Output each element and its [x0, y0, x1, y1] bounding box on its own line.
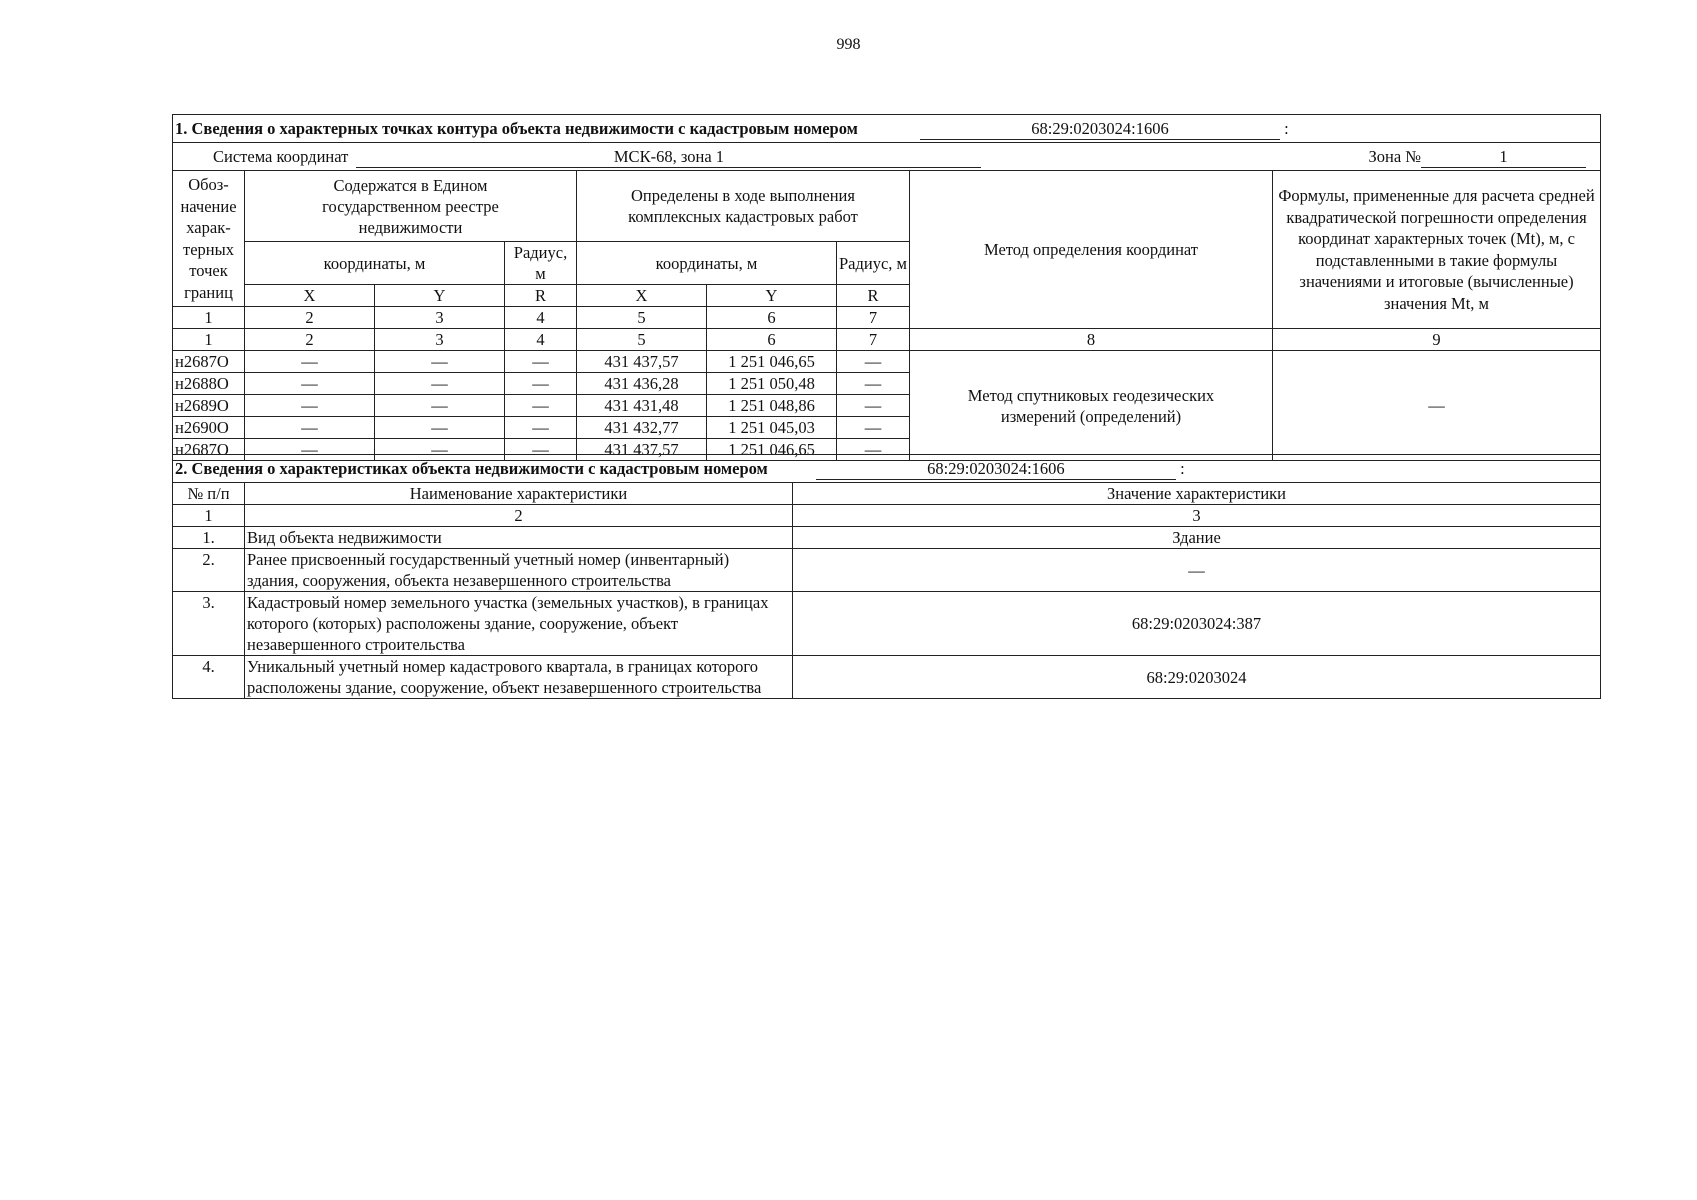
col-number: 4 [505, 307, 577, 329]
egrn-r: — [505, 373, 577, 395]
egrn-r: — [505, 351, 577, 373]
characteristic-name: Ранее присвоенный государственный учетный номер (инвентарный) здания, сооружения, объекта незавершенного строительства [245, 549, 793, 592]
zone-label: Зона № [1368, 146, 1422, 166]
kkr-r: — [837, 351, 910, 373]
col-number: 1 [173, 329, 245, 351]
col-number: 7 [837, 329, 910, 351]
egrn-y: — [375, 395, 505, 417]
kkr-r: — [837, 439, 910, 461]
egrn-x: — [245, 439, 375, 461]
zone-value: 1 [1421, 147, 1586, 168]
egrn-r: — [505, 417, 577, 439]
section2-title-row [173, 455, 1601, 483]
row-num: 2. [173, 549, 245, 592]
characteristic-name: Уникальный учетный номер кадастрового квартала, в границах которого расположены здание, сооружение, объект незавершенного строительства [245, 656, 793, 699]
header-coords-egrn: координаты, м [245, 242, 505, 285]
page-number: 998 [836, 36, 861, 53]
kkr-x: 431 437,57 [577, 439, 707, 461]
col-number: 3 [793, 505, 1601, 527]
header-x-egrn: X [245, 285, 375, 307]
col-number: 5 [577, 329, 707, 351]
section1-colon: : [1284, 118, 1289, 138]
section2-title: 2. Сведения о характеристиках объекта недвижимости с кадастровым номером [175, 458, 768, 478]
row-num: 4. [173, 656, 245, 699]
col-number: 1 [173, 505, 245, 527]
egrn-y: — [375, 417, 505, 439]
col-number: 2 [245, 329, 375, 351]
characteristic-value: 68:29:0203024 [793, 656, 1601, 699]
header-egrn: Содержатся в Едином государственном реестре недвижимости [245, 171, 577, 242]
characteristic-value: — [793, 549, 1601, 592]
col-number: 9 [1273, 329, 1601, 351]
table-row [173, 527, 1601, 549]
kkr-x: 431 436,28 [577, 373, 707, 395]
egrn-x: — [245, 373, 375, 395]
header-num: № п/п [173, 483, 245, 505]
egrn-x: — [245, 417, 375, 439]
header-y-egrn: Y [375, 285, 505, 307]
characteristic-name: Вид объекта недвижимости [245, 527, 793, 549]
table-row [173, 351, 1601, 373]
formulas-value: — [1273, 351, 1601, 461]
kkr-x: 431 432,77 [577, 417, 707, 439]
characteristic-name: Кадастровый номер земельного участка (земельных участков), в границах которого (которых) расположены здание, сооружение, объект незавершенного строительства [245, 592, 793, 656]
row-num: 1. [173, 527, 245, 549]
col-number: 2 [245, 505, 793, 527]
col-number: 6 [707, 329, 837, 351]
header-name: Наименование характеристики [245, 483, 793, 505]
egrn-r: — [505, 395, 577, 417]
table-row [173, 549, 1601, 592]
coord-system-value: МСК-68, зона 1 [356, 147, 981, 168]
egrn-x: — [245, 351, 375, 373]
col-number: 1 [173, 307, 245, 329]
kkr-r: — [837, 373, 910, 395]
header-coords-kkr: координаты, м [577, 242, 837, 285]
kkr-y: 1 251 048,86 [707, 395, 837, 417]
col-number: 2 [245, 307, 375, 329]
section2-cadastral-number: 68:29:0203024:1606 [816, 459, 1176, 480]
section2-table [172, 454, 1601, 699]
header-kkr: Определены в ходе выполнения комплексных кадастровых работ [577, 171, 910, 242]
kkr-y: 1 251 045,03 [707, 417, 837, 439]
col-number: 7 [837, 307, 910, 329]
kkr-x: 431 431,48 [577, 395, 707, 417]
section1-table [172, 114, 1601, 461]
coord-system-row [173, 143, 1601, 171]
header-designation: Обоз- начение харак- терных точек границ [173, 171, 245, 307]
table-row [173, 592, 1601, 656]
col-number: 3 [375, 329, 505, 351]
point-designation: н2688О [173, 373, 245, 395]
method-value: Метод спутниковых геодезических измерений (определений) [910, 351, 1273, 461]
table-row [173, 656, 1601, 699]
kkr-r: — [837, 417, 910, 439]
kkr-y: 1 251 046,65 [707, 351, 837, 373]
kkr-x: 431 437,57 [577, 351, 707, 373]
egrn-r: — [505, 439, 577, 461]
col-number: 4 [505, 329, 577, 351]
characteristic-value: 68:29:0203024:387 [793, 592, 1601, 656]
section1-title-row [173, 115, 1601, 143]
header-method: Метод определения координат [910, 171, 1273, 329]
header-radius-kkr: Радиус, м [837, 242, 910, 285]
kkr-y: 1 251 050,48 [707, 373, 837, 395]
col-number: 3 [375, 307, 505, 329]
col-number: 5 [577, 307, 707, 329]
kkr-y: 1 251 046,65 [707, 439, 837, 461]
section1-title: 1. Сведения о характерных точках контура объекта недвижимости с кадастровым номером [175, 118, 858, 138]
col-number: 6 [707, 307, 837, 329]
header-value: Значение характеристики [793, 483, 1601, 505]
egrn-y: — [375, 439, 505, 461]
header-radius-egrn: Радиус, м [505, 242, 577, 285]
section1-cadastral-number: 68:29:0203024:1606 [920, 119, 1280, 140]
col-number: 8 [910, 329, 1273, 351]
point-designation: н2689О [173, 395, 245, 417]
coord-system-label: Система координат [213, 146, 349, 166]
kkr-r: — [837, 395, 910, 417]
egrn-x: — [245, 395, 375, 417]
egrn-y: — [375, 373, 505, 395]
header-x-kkr: X [577, 285, 707, 307]
header-y-kkr: Y [707, 285, 837, 307]
point-designation: н2690О [173, 417, 245, 439]
row-num: 3. [173, 592, 245, 656]
header-formulas: Формулы, примененные для расчета средней квадратической погрешности определения координат характерных точек (Mt), м, с подставленными в такие формулы значениями и итоговые (вычисленные) значения Mt, м [1273, 171, 1601, 329]
section2-colon: : [1180, 458, 1185, 478]
point-designation: н2687О [173, 439, 245, 461]
header-r-egrn: R [505, 285, 577, 307]
characteristic-value: Здание [793, 527, 1601, 549]
egrn-y: — [375, 351, 505, 373]
header-r-kkr: R [837, 285, 910, 307]
point-designation: н2687О [173, 351, 245, 373]
